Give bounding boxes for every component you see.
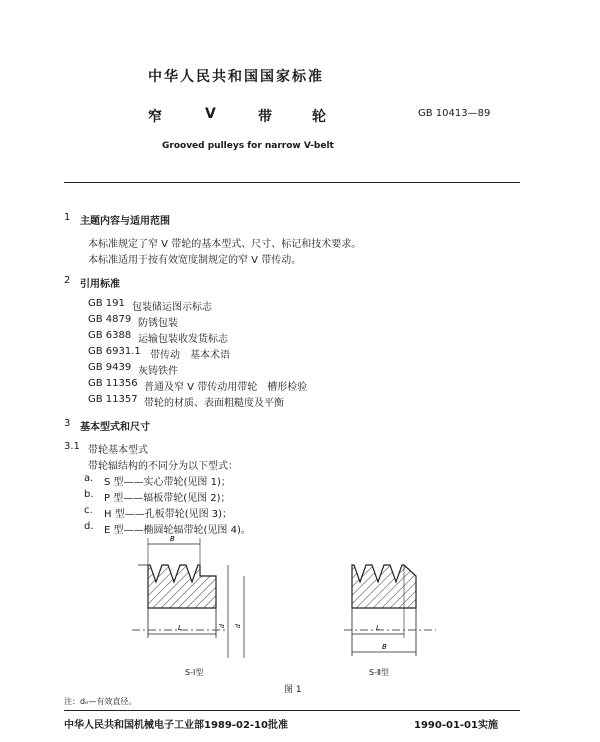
figure-caption: 图 1 <box>284 685 302 695</box>
ref-code: GB 11356 <box>88 378 138 389</box>
dim-l-left: L <box>178 624 182 632</box>
section-3-1-heading: 带轮基本型式 <box>88 445 148 456</box>
ref-code: GB 4879 <box>88 314 132 325</box>
dim-b-left: B <box>170 535 175 543</box>
dim-d-left-1: d <box>219 624 226 628</box>
ref-code: GB 6388 <box>88 330 132 341</box>
ref-title: 灰铸铁件 <box>138 366 178 377</box>
section-3-number: 3 <box>64 418 71 429</box>
standard-code: GB 10413—89 <box>418 108 491 119</box>
list-mark: d. <box>84 521 94 532</box>
list-item: P 型——辐板带轮(见图 2)； <box>104 493 231 504</box>
header-rule <box>64 182 520 183</box>
dim-b-right: B <box>382 643 387 651</box>
list-mark: c. <box>84 505 93 516</box>
ref-code: GB 11357 <box>88 394 138 405</box>
ref-code: GB 9439 <box>88 362 132 373</box>
ref-title: 普通及窄 V 带传动用带轮 槽形检验 <box>144 382 308 393</box>
figure-1-drawing <box>120 530 460 680</box>
section-1-heading: 主题内容与适用范围 <box>80 216 170 227</box>
list-item: E 型——椭圆轮辐带轮(见图 4)。 <box>104 525 251 536</box>
dim-d-left-2: d <box>235 624 242 628</box>
pulley-s2-section <box>344 565 436 656</box>
section-1-number: 1 <box>64 212 71 223</box>
dim-l-right: L <box>376 624 380 632</box>
ref-title: 防锈包装 <box>138 318 178 329</box>
title-char-2: V <box>205 106 216 122</box>
list-item: H 型——孔板带轮(见图 3)； <box>104 509 233 520</box>
national-standard-heading: 中华人民共和国国家标准 <box>148 69 324 85</box>
implementation-text: 1990-01-01实施 <box>414 720 498 731</box>
title-char-3: 带 <box>258 109 272 125</box>
approval-text: 中华人民共和国机械电子工业部1989-02-10批准 <box>64 720 288 731</box>
section-3-1-intro: 带轮辐结构的不同分为以下型式： <box>88 461 238 472</box>
list-mark: b. <box>84 489 94 500</box>
list-item: S 型——实心带轮(见图 1)； <box>104 477 231 488</box>
title-char-4: 轮 <box>312 109 326 125</box>
footer-rule <box>64 710 520 711</box>
ref-code: GB 191 <box>88 298 125 309</box>
ref-title: 带轮的材质、表面粗糙度及平衡 <box>144 398 284 409</box>
section-3-heading: 基本型式和尺寸 <box>80 422 150 433</box>
ref-title: 带传动 基本术语 <box>150 350 230 361</box>
ref-code: GB 6931.1 <box>88 346 141 357</box>
ref-title: 运输包装收发货标志 <box>138 334 228 345</box>
section-1-paragraph: 本标准规定了窄 V 带轮的基本型式、尺寸、标记和技术要求。 <box>88 239 362 250</box>
title-char-1: 窄 <box>148 109 162 125</box>
section-2-heading: 引用标准 <box>80 279 120 290</box>
caption-s1: S-Ⅰ型 <box>185 668 204 677</box>
list-mark: a. <box>84 473 94 484</box>
section-3-1-number: 3.1 <box>64 441 80 452</box>
caption-s2: S-Ⅱ型 <box>369 668 389 677</box>
section-1-paragraph: 本标准适用于按有效宽度制规定的窄 V 带传动。 <box>88 255 302 266</box>
note: 注：dₑ—有效直径。 <box>64 697 137 706</box>
section-2-number: 2 <box>64 275 71 286</box>
ref-title: 包装储运图示标志 <box>132 302 212 313</box>
title-english: Grooved pulleys for narrow V-belt <box>162 141 334 151</box>
